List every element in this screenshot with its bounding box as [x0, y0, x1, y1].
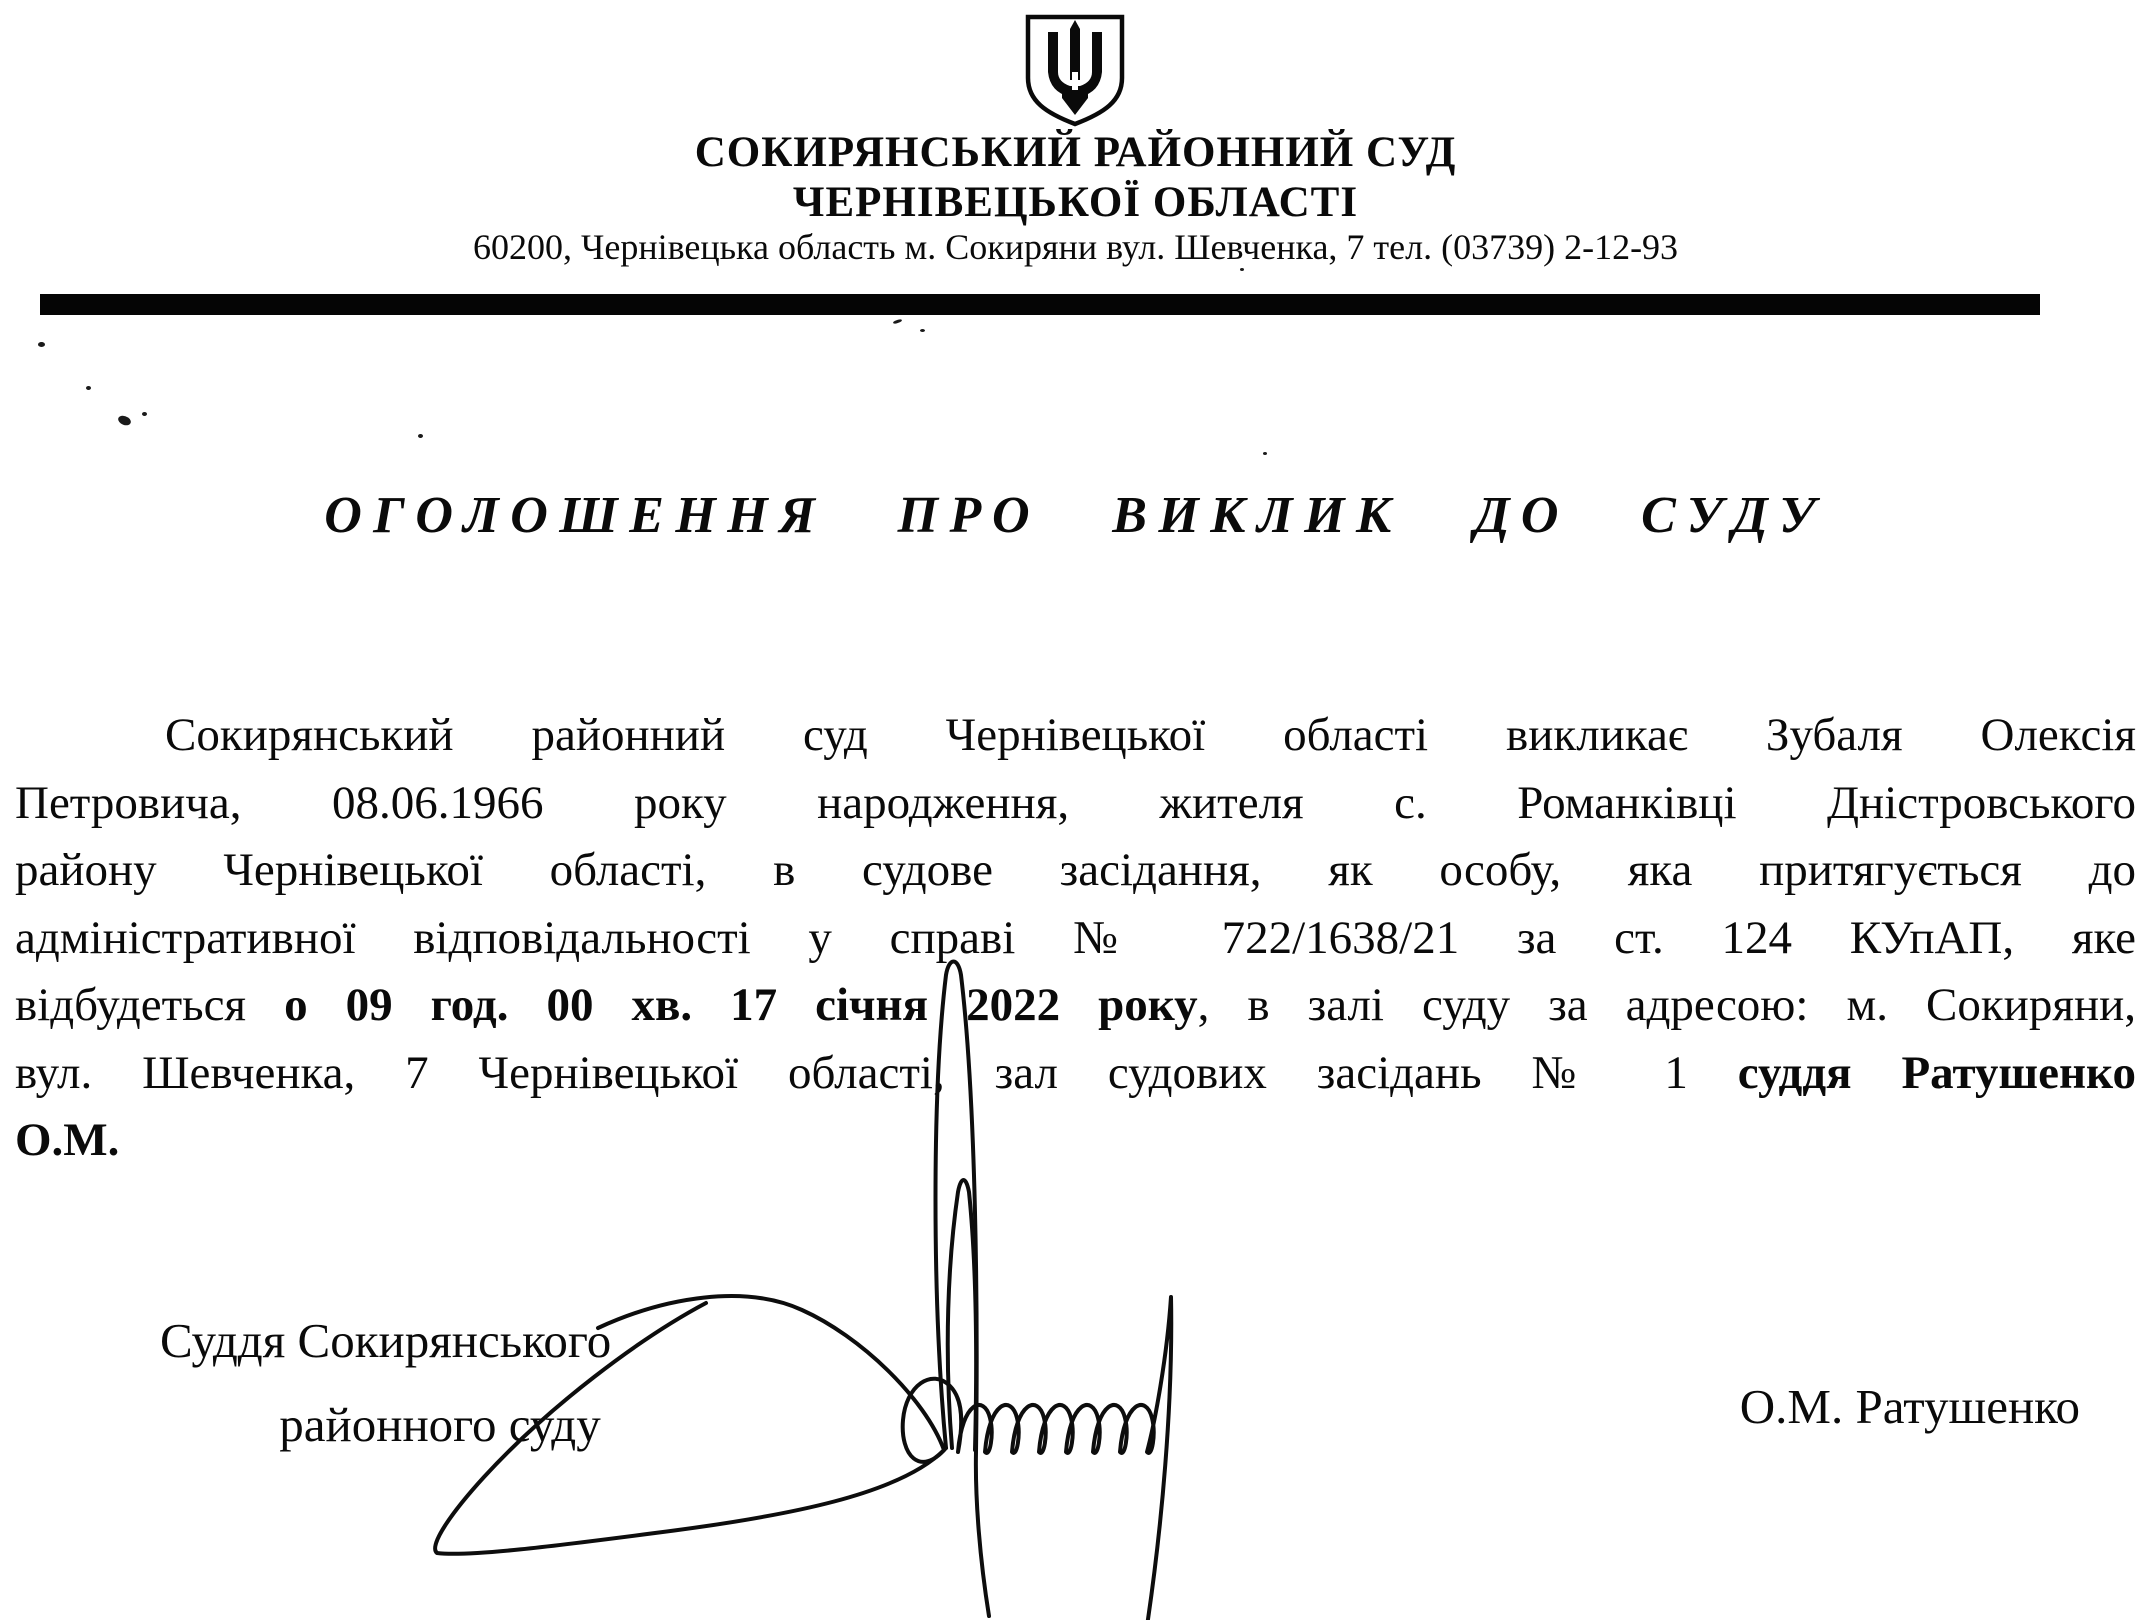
signer-title-line1: Суддя Сокирянського	[160, 1313, 612, 1368]
scan-noise-speck	[920, 329, 925, 332]
court-name-line1: СОКИРЯНСЬКИЙ РАЙОННИЙ СУД	[694, 129, 1457, 176]
scan-noise-speck	[1263, 452, 1267, 455]
body-line: Петровича, 08.06.1966 року народження, жителя с. Романківці Дністровського	[15, 776, 2136, 829]
signer-name: О.М. Ратушенко	[1739, 1379, 2080, 1434]
body-line: району Чернівецької області, в судове засідання, як особу, яка притягується до	[15, 844, 2136, 896]
separator-bar	[40, 294, 2040, 315]
judge-initials: О.М.	[15, 1114, 120, 1166]
scan-noise-speck	[893, 319, 902, 325]
body-line	[15, 1040, 2136, 1108]
body-text-segment: вул. Шевченка, 7 Чернівецької області, зал судових засідань № 1	[15, 1046, 1738, 1099]
scan-noise-speck	[86, 386, 91, 390]
signature-stroke	[948, 1180, 976, 1450]
body-line	[15, 1107, 2136, 1175]
summons-paragraph	[15, 702, 2136, 1175]
court-name-line2: ЧЕРНІВЕЦЬКОЇ ОБЛАСТІ	[792, 179, 1359, 226]
scan-noise-speck	[1240, 268, 1244, 271]
signature-stroke	[903, 1297, 1172, 1620]
body-text-segment: відбудеться	[15, 979, 285, 1031]
document-title: ОГОЛОШЕННЯ ПРО ВИКЛИК ДО СУДУ	[324, 487, 1827, 544]
body-line: Сокирянський районний суд Чернівецької області викликає Зубаля Олексія	[165, 709, 2136, 761]
hearing-datetime: о 09 год. 00 хв. 17 січня 2022 року	[284, 979, 1198, 1031]
scan-noise-speck	[38, 342, 45, 347]
scan-noise-speck	[418, 434, 423, 438]
scan-noise-speck	[117, 413, 133, 428]
signer-title-line2: районного суду	[279, 1397, 601, 1452]
scan-noise-speck	[142, 412, 147, 416]
judge-name-inline: суддя Ратушенко	[1737, 1046, 2136, 1099]
trident-emblem-icon	[1020, 12, 1130, 128]
body-text-segment: , в залі суду за адресою: м. Сокиряни,	[1197, 979, 2136, 1031]
court-address-line: 60200, Чернівецька область м. Сокиряни вул. Шевченка, 7 тел. (03739) 2-12-93	[472, 227, 1679, 267]
body-line	[15, 972, 2136, 1040]
body-line: адміністративної відповідальності у справі № 722/1638/21 за ст. 124 КУпАП, яке	[15, 911, 2136, 964]
